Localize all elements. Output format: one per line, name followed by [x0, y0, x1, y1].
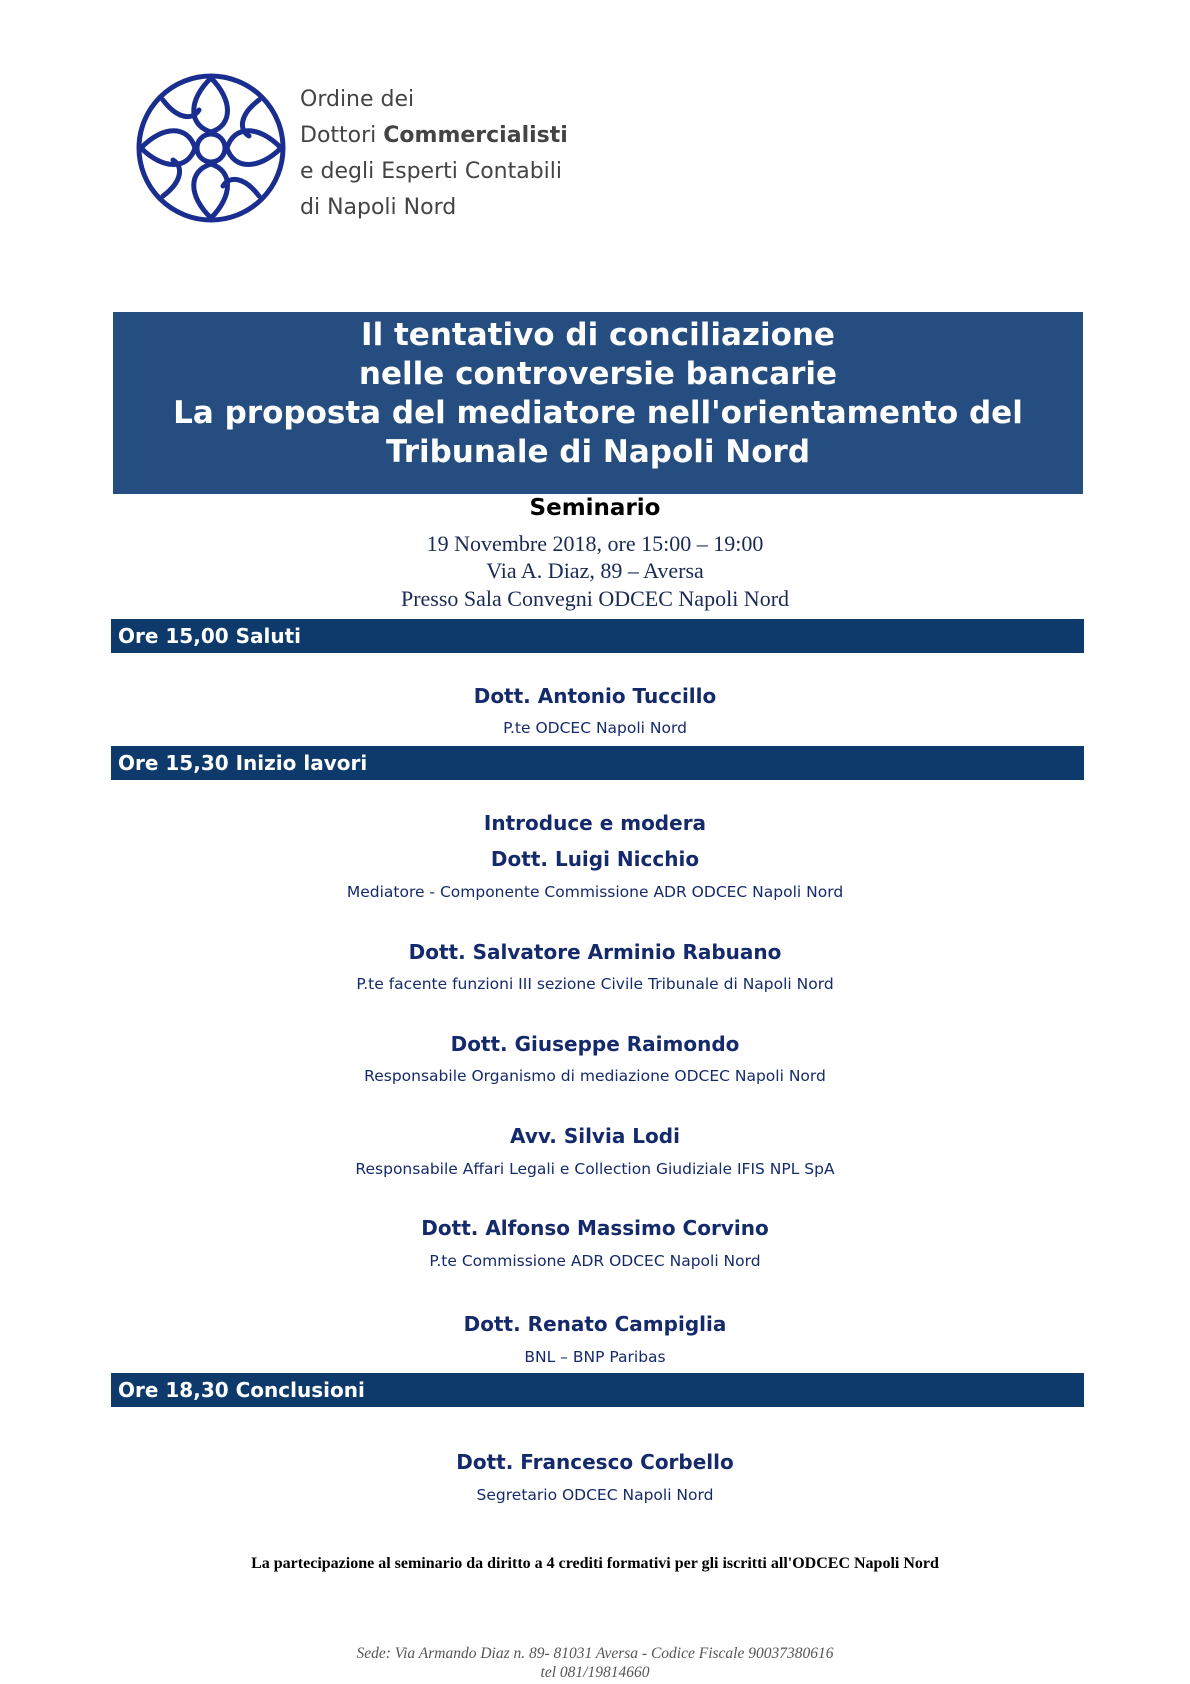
credits-note: La partecipazione al seminario da diritto a 4 crediti formativi per gli iscritti all'ODCEC Napoli Nord	[251, 1555, 939, 1572]
logo-line-1: Ordine dei	[300, 87, 415, 112]
speaker-conclusion-role	[0, 1486, 1190, 1504]
speaker-role: Responsabile Affari Legali e Collection Giudiziale IFIS NPL SpA	[355, 1160, 835, 1178]
speaker-row	[0, 940, 1190, 964]
moderator-name: Dott. Luigi Nicchio	[490, 847, 700, 871]
logo-line-3: e degli Esperti Contabili	[300, 159, 563, 184]
footer-address: Sede: Via Armando Diaz n. 89- 81031 Aversa - Codice Fiscale 90037380616	[356, 1645, 834, 1662]
logo-line-2a: Dottori	[300, 123, 384, 148]
section-bar-conclusioni: Ore 18,30 Conclusioni	[111, 1373, 1084, 1407]
speaker-role: P.te Commissione ADR ODCEC Napoli Nord	[429, 1252, 761, 1270]
title-line-2: nelle controversie bancarie	[358, 356, 838, 392]
speaker-role-row	[0, 1252, 1190, 1270]
speaker-saluti-role	[0, 719, 1190, 737]
organization-logo	[133, 70, 583, 230]
speaker-role: Responsabile Organismo di mediazione ODCEC Napoli Nord	[364, 1067, 826, 1085]
event-title	[113, 312, 1083, 494]
speaker-role-row	[0, 1348, 1190, 1366]
title-line-3: La proposta del mediatore nell'orientamento del	[173, 395, 1023, 431]
speaker-role: Segretario ODCEC Napoli Nord	[476, 1486, 714, 1504]
section-bar-inizio-lavori: Ore 15,30 Inizio lavori	[111, 746, 1084, 780]
seminar-address: Via A. Diaz, 89 – Aversa	[486, 558, 704, 583]
speaker-role-row	[0, 1067, 1190, 1085]
speaker-name: Dott. Alfonso Massimo Corvino	[421, 1216, 769, 1240]
section-bar-saluti: Ore 15,00 Saluti	[111, 619, 1084, 653]
speaker-row	[0, 1032, 1190, 1056]
odcec-emblem-icon	[133, 70, 289, 226]
speaker-role: BNL – BNP Paribas	[524, 1348, 666, 1366]
speaker-row	[0, 1216, 1190, 1240]
speaker-name: Dott. Salvatore Arminio Rabuano	[408, 940, 782, 964]
moderator-name-row	[0, 847, 1190, 871]
speaker-role-row	[0, 975, 1190, 993]
moderator-intro: Introduce e modera	[483, 811, 707, 835]
moderator-intro-row	[0, 811, 1190, 835]
logo-line-2b: Commercialisti	[383, 123, 568, 148]
speaker-name: Avv. Silvia Lodi	[510, 1124, 680, 1148]
speaker-conclusion	[0, 1450, 1190, 1474]
speaker-row	[0, 1312, 1190, 1336]
speaker-saluti	[0, 684, 1190, 708]
speaker-name: Dott. Antonio Tuccillo	[473, 684, 717, 708]
speaker-role: P.te facente funzioni III sezione Civile Tribunale di Napoli Nord	[356, 975, 834, 993]
seminar-venue: Presso Sala Convegni ODCEC Napoli Nord	[400, 586, 790, 611]
moderator-role-row	[0, 883, 1190, 901]
moderator-role: Mediatore - Componente Commissione ADR ODCEC Napoli Nord	[346, 883, 844, 901]
seminar-label: Seminario	[529, 495, 661, 521]
speaker-name: Dott. Renato Campiglia	[463, 1312, 727, 1336]
title-line-1: Il tentativo di conciliazione	[361, 317, 835, 353]
speaker-name: Dott. Giuseppe Raimondo	[450, 1032, 740, 1056]
speaker-name: Dott. Francesco Corbello	[456, 1450, 734, 1474]
seminar-date: 19 Novembre 2018, ore 15:00 – 19:00	[426, 531, 764, 556]
speaker-role-row	[0, 1160, 1190, 1178]
footer-phone: tel 081/19814660	[540, 1664, 650, 1681]
title-line-4: Tribunale di Napoli Nord	[385, 434, 811, 470]
speaker-row	[0, 1124, 1190, 1148]
logo-line-4: di Napoli Nord	[300, 195, 457, 220]
organization-name	[300, 82, 568, 226]
logo-line-2	[300, 118, 568, 154]
speaker-role: P.te ODCEC Napoli Nord	[503, 719, 687, 737]
